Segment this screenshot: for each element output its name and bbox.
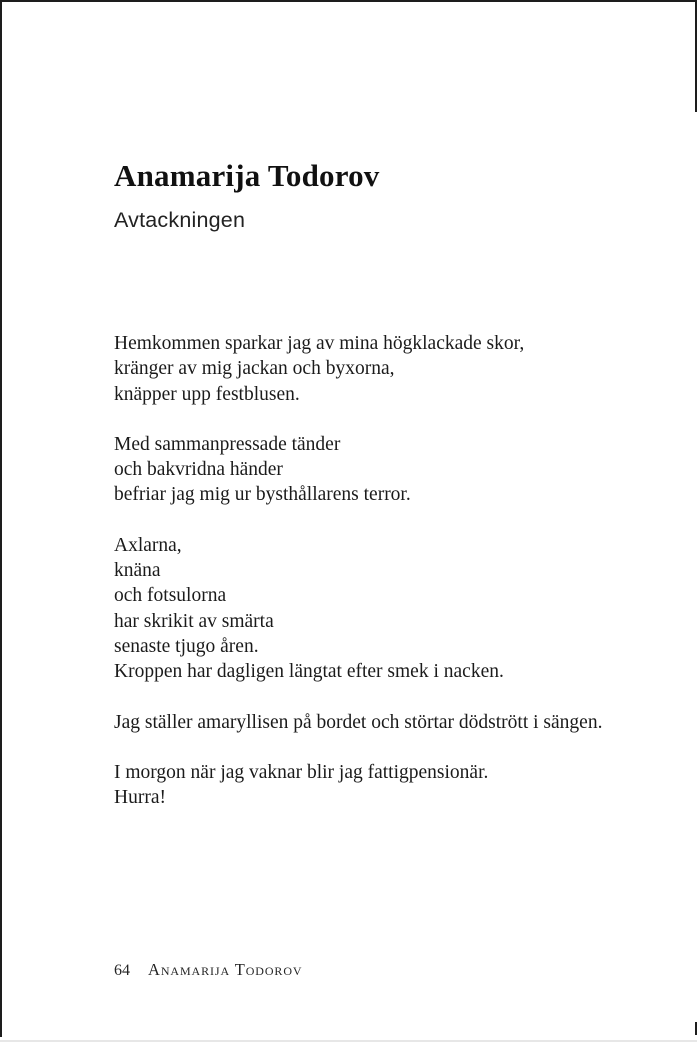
poem-line: Axlarna, <box>114 534 182 556</box>
poem-line: I morgon när jag vaknar blir jag fattigpensionär. <box>114 761 489 783</box>
poem-line: Jag ställer amaryllisen på bordet och störtar dödstrött i sängen. <box>114 711 603 733</box>
stanza-4 <box>114 710 602 735</box>
page-edge-top <box>0 0 697 2</box>
poem-line: knäpper upp festblusen. <box>114 383 300 405</box>
poem-line: och fotsulorna <box>114 585 227 607</box>
poem-line: och bakvridna händer <box>114 459 283 481</box>
stanza-1 <box>114 331 602 407</box>
stanza-2 <box>114 432 602 508</box>
poem-line: kränger av mig jackan och byxorna, <box>114 358 395 380</box>
poem-line: Hurra! <box>114 787 166 809</box>
poem-line: senaste tjugo åren. <box>114 635 259 657</box>
page-bottom-rule <box>0 1040 697 1042</box>
poem-author-heading: Anamarija Todorov <box>114 158 380 193</box>
poem-header <box>114 158 380 233</box>
page-footer <box>114 960 302 981</box>
poem-line: Kroppen har dagligen längtat efter smek i nacken. <box>114 661 504 683</box>
poem-line: Hemkommen sparkar jag av mina högklackade skor, <box>114 333 525 354</box>
page-number: 64 <box>114 962 130 979</box>
poem-line: har skrikit av smärta <box>114 610 274 632</box>
page-edge-left <box>0 0 2 1037</box>
poem-body <box>114 331 602 835</box>
poem-line: befriar jag mig ur bysthållarens terror. <box>114 484 411 506</box>
stanza-5 <box>114 760 602 811</box>
running-title: Anamarija Todorov <box>148 960 303 979</box>
poem-line: knäna <box>114 560 161 582</box>
poem-title-heading: Avtackningen <box>114 208 246 232</box>
poem-line: Med sammanpressade tänder <box>114 433 341 455</box>
stanza-3 <box>114 533 602 685</box>
